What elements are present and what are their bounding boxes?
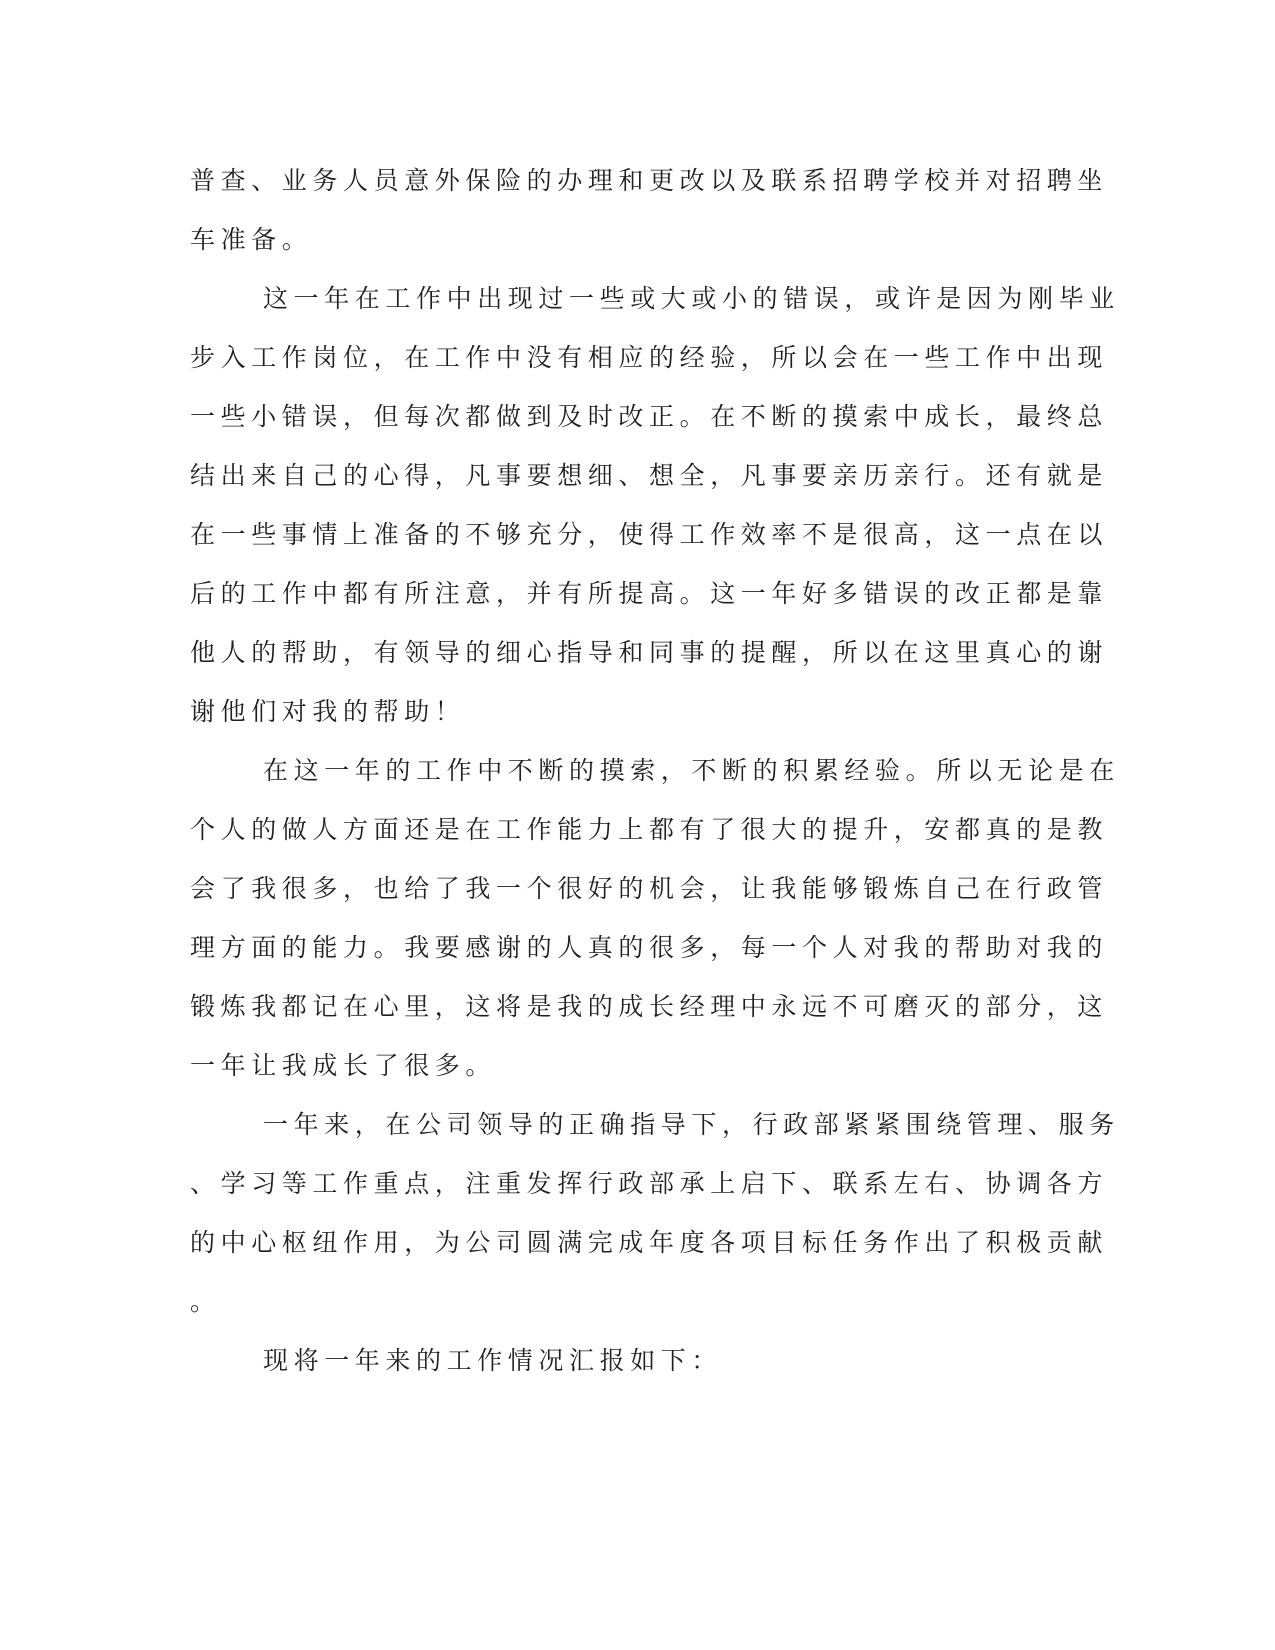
paragraph-start-line: 在这一年的工作中不断的摸索，不断的积累经验。所以无论是在	[263, 756, 1120, 785]
text-line-5: 一些小错误，但每次都做到及时改正。在不断的摸索中成长，最终总	[190, 402, 1109, 431]
text-line-18: 、学习等工作重点，注重发挥行政部承上启下、联系左右、协调各方	[190, 1169, 1109, 1198]
text-line-13: 会了我很多，也给了我一个很好的机会，让我能够锻炼自己在行政管	[190, 874, 1109, 903]
text-line-19: 的中心枢纽作用，为公司圆满完成年度各项目标任务作出了积极贡献	[190, 1228, 1109, 1257]
text-line-4: 步入工作岗位，在工作中没有相应的经验，所以会在一些工作中出现	[190, 343, 1109, 372]
text-line-7: 在一些事情上准备的不够充分，使得工作效率不是很高，这一点在以	[190, 520, 1109, 549]
text-line-20: 。	[190, 1287, 221, 1316]
text-line-15: 锻炼我都记在心里，这将是我的成长经理中永远不可磨灭的部分，这	[190, 992, 1109, 1021]
text-line-10: 谢他们对我的帮助！	[190, 697, 466, 726]
text-line-14: 理方面的能力。我要感谢的人真的很多，每一个人对我的帮助对我的	[190, 933, 1109, 962]
text-line-2: 车准备。	[190, 225, 313, 254]
paragraph-start-line: 这一年在工作中出现过一些或大或小的错误，或许是因为刚毕业	[263, 284, 1120, 313]
text-line-9: 他人的帮助，有领导的细心指导和同事的提醒，所以在这里真心的谢	[190, 638, 1109, 667]
text-line-16: 一年让我成长了很多。	[190, 1051, 497, 1080]
text-line-12: 个人的做人方面还是在工作能力上都有了很大的提升，安都真的是教	[190, 815, 1109, 844]
text-line-1: 普查、业务人员意外保险的办理和更改以及联系招聘学校并对招聘坐	[190, 166, 1109, 195]
paragraph-start-line: 现将一年来的工作情况汇报如下：	[263, 1346, 723, 1375]
paragraph-start-line: 一年来，在公司领导的正确指导下，行政部紧紧围绕管理、服务	[263, 1110, 1120, 1139]
text-line-6: 结出来自己的心得，凡事要想细、想全，凡事要亲历亲行。还有就是	[190, 461, 1109, 490]
text-line-8: 后的工作中都有所注意，并有所提高。这一年好多错误的改正都是靠	[190, 579, 1109, 608]
